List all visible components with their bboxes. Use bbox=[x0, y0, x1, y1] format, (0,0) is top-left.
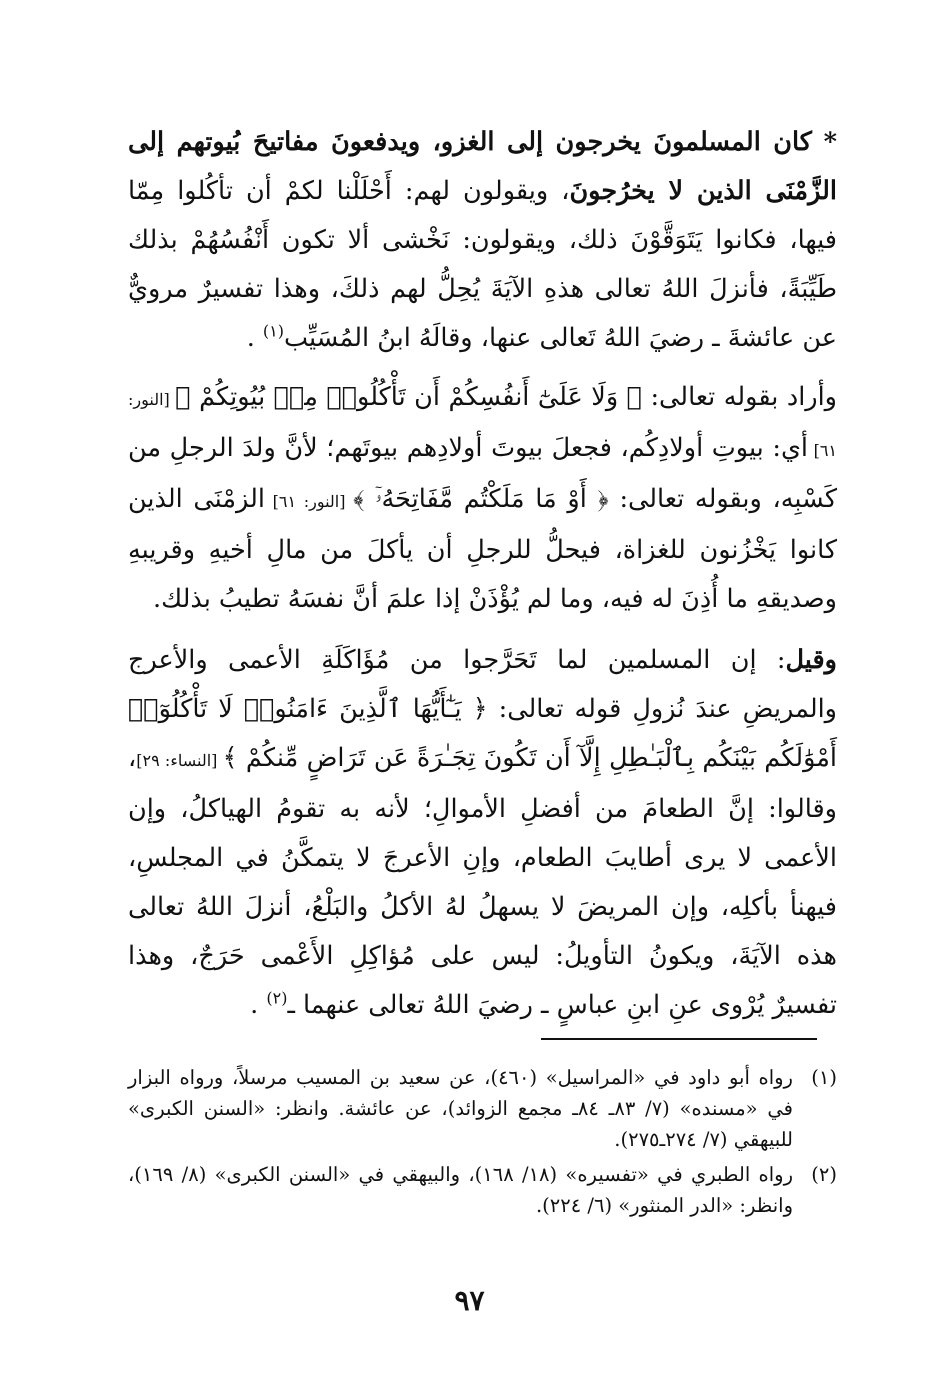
verse-reference-1: [النور: ٦١] bbox=[128, 390, 838, 460]
paragraph-3 bbox=[128, 636, 837, 1030]
footnote-text: رواه الطبري في «تفسيره» (١٨/ ١٦٨)، والبيهقي في «السنن الكبرى» (٨/ ١٦٩)، وانظر: «الدر المنثور» (٦/ ٢٢٤). bbox=[128, 1163, 793, 1217]
quran-verse-3: ﴿ يَـٰٓأَيُّهَا ٱلَّذِينَ ءَامَنُوا۟ لَا تَأْكُلُوٓا۟ أَمْوَٰلَكُم بَيْنَكُم بِٱلْبَـٰطِلِ إِلَّآ أَن تَكُونَ تِجَـٰرَةً عَن تَرَاضٍ مِّنكُمْ ﴾ bbox=[128, 694, 837, 773]
paragraph-star: * bbox=[823, 127, 837, 157]
paragraph-3-text-1: : إن المسلمين لما تَحَرَّجوا من مُؤَاكَلَةِ الأعمى والأعرج والمريضِ عندَ نُزولِ قوله تعالى: bbox=[128, 645, 837, 724]
footnote-ref-2[interactable]: (٢) bbox=[266, 988, 288, 1008]
verse-reference-3: [النساء: ٢٩] bbox=[136, 751, 223, 770]
footnote-2 bbox=[128, 1159, 837, 1221]
verse-reference-2: [النور: ٦١] bbox=[264, 492, 354, 511]
footnote-ref-1[interactable]: (١) bbox=[262, 321, 285, 341]
paragraph-3-end: . bbox=[250, 990, 259, 1020]
paragraph-2-text-2: أي: بيوتِ أولادِكُم، فجعلَ بيوتَ أولادِهم بيوتَهم؛ لأنَّ ولدَ الرجلِ من كَسْبِه، وبقوله تعالى: bbox=[128, 433, 837, 514]
footnote-divider bbox=[541, 1038, 817, 1040]
paragraph-1-bold-lead: كان المسلمونَ يخرجون إلى الغزو، ويدفعونَ مفاتيحَ بُيوتهم إلى الزَّمْنَى الذين لا يخرُجونَ bbox=[128, 127, 837, 206]
paragraph-1-text: ، ويقولون لهم: أَحْلَلْنا لكمْ أن تأكُلوا مِمّا فيها، فكانوا يَتَوَقَّوْنَ ذلك، ويقولون: نَخْشى ألا تكون أَنْفُسُهُمْ بذلك طَيِّبَةً، فأنزلَ اللهُ تعالى هذهِ الآيَةَ يُحِلُّ لهم ذلكَ، وهذا تفسيرٌ مرويٌّ عن عائشةَ ـ رضيَ اللهُ تَعالى عنها، وقالَهُ ابنُ المُسَيِّب bbox=[128, 176, 837, 353]
paragraph-2 bbox=[128, 373, 837, 624]
paragraph-1 bbox=[128, 118, 837, 363]
footnote-1 bbox=[128, 1062, 837, 1155]
footnote-text: رواه أبو داود في «المراسيل» (٤٦٠)، عن سعيد بن المسيب مرسلاً، ورواه البزار في «مسنده» (٧/ ٨٣ـ ٨٤ـ مجمع الزوائد)، عن عائشة. وانظر: «السنن الكبرى» للبيهقي (٧/ ٢٧٤ـ٢٧٥). bbox=[128, 1066, 793, 1151]
quran-verse-1: ﴿ وَلَا عَلَىٰٓ أَنفُسِكُمْ أَن تَأْكُلُوا۟ مِنۢ بُيُوتِكُمْ ﴾ bbox=[175, 382, 642, 412]
quran-verse-2: ﴿ أَوْ مَا مَلَكْتُم مَّفَاتِحَهُۥٓ ﴾ bbox=[353, 484, 609, 514]
footnote-number: (١) bbox=[811, 1066, 837, 1089]
paragraph-1-end: . bbox=[246, 323, 255, 353]
footnotes bbox=[128, 1062, 837, 1225]
paragraph-2-text-3: الزمْنَى الذين كانوا يَخْزُنون للغزاة، فيحلُّ للرجلِ أن يأكلَ من مالِ أخيهِ وقريبهِ وصديقهِ ما أُذِنَ له فيه، وما لم يُؤْذَنْ إذا علمَ أنَّ نفسَهُ تطيبُ بذلك. bbox=[128, 484, 837, 614]
page-number: ٩٧ bbox=[454, 1284, 485, 1317]
footnote-number: (٢) bbox=[811, 1163, 837, 1186]
paragraph-2-text-1: وأراد بقوله تعالى: bbox=[641, 382, 838, 412]
paragraph-3-text-2: ، وقالوا: إنَّ الطعامَ من أفضلِ الأموالِ؛ لأنه به تقومُ الهياكلُ، وإن الأعمى لا يرى أطايبَ الطعام، وإنِ الأعرجَ لا يتمكَّنُ في المجلسِ، فيهنأ بأكلِه، وإن المريضَ لا يسهلُ لهُ الأكلُ والبَلْعُ، أنزلَ اللهُ تعالى هذه الآيَةَ، ويكونُ التأويلُ: ليس على مُؤاكِلِ الأَعْمى حَرَجٌ، وهذا تفسيرٌ يُرْوى عنِ ابنِ عباسٍ ـ رضيَ اللهُ تعالى عنهما ـ bbox=[128, 743, 837, 1020]
paragraph-3-bold-lead: وقيل bbox=[785, 645, 837, 675]
